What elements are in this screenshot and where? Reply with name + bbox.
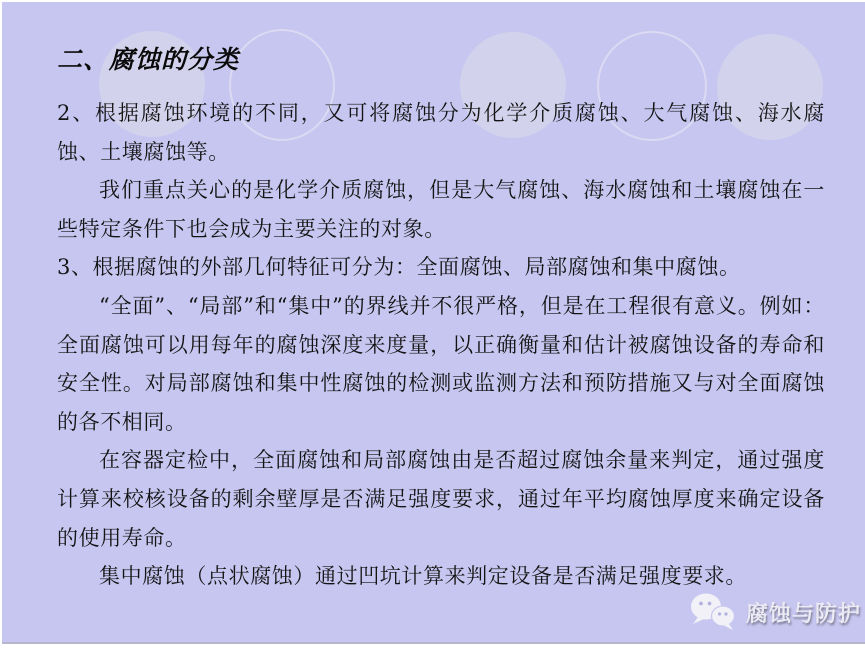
slide-paragraph-1: 2、根据腐蚀环境的不同，又可将腐蚀分为化学介质腐蚀、大气腐蚀、海水腐蚀、土壤腐蚀等。: [57, 101, 825, 164]
watermark-label: 腐蚀与防护: [746, 600, 862, 627]
slide-paragraph-2: 我们重点关心的是化学介质腐蚀，但是大气腐蚀、海水腐蚀和土壤腐蚀在一些特定条件下也会成为主要关注的对象。: [57, 178, 825, 241]
slide-canvas: [2, 2, 865, 644]
wechat-bubbles-icon: [686, 590, 740, 634]
slide-body: [57, 94, 825, 596]
slide-paragraph-3: 3、根据腐蚀的外部几何特征可分为：全面腐蚀、局部腐蚀和集中腐蚀。: [57, 255, 741, 280]
slide-paragraph-6: 集中腐蚀（点状腐蚀）通过凹坑计算来判定设备是否满足强度要求。: [99, 564, 747, 589]
watermark: [686, 590, 861, 634]
slide-title: 二、腐蚀的分类: [57, 45, 240, 74]
slide-paragraph-4: “全面”、“局部”和“集中”的界线并不很严格，但是在工程很有意义。例如：全面腐蚀可以用每年的腐蚀深度来度量，以正确衡量和估计被腐蚀设备的寿命和安全性。对局部腐蚀和集中性腐蚀的检测或监测方法和预防措施又与对全面腐蚀的各不相同。: [57, 293, 825, 434]
slide-paragraph-5: 在容器定检中，全面腐蚀和局部腐蚀由是否超过腐蚀余量来判定，通过强度计算来校核设备的剩余壁厚是否满足强度要求，通过年平均腐蚀厚度来确定设备的使用寿命。: [57, 448, 825, 550]
